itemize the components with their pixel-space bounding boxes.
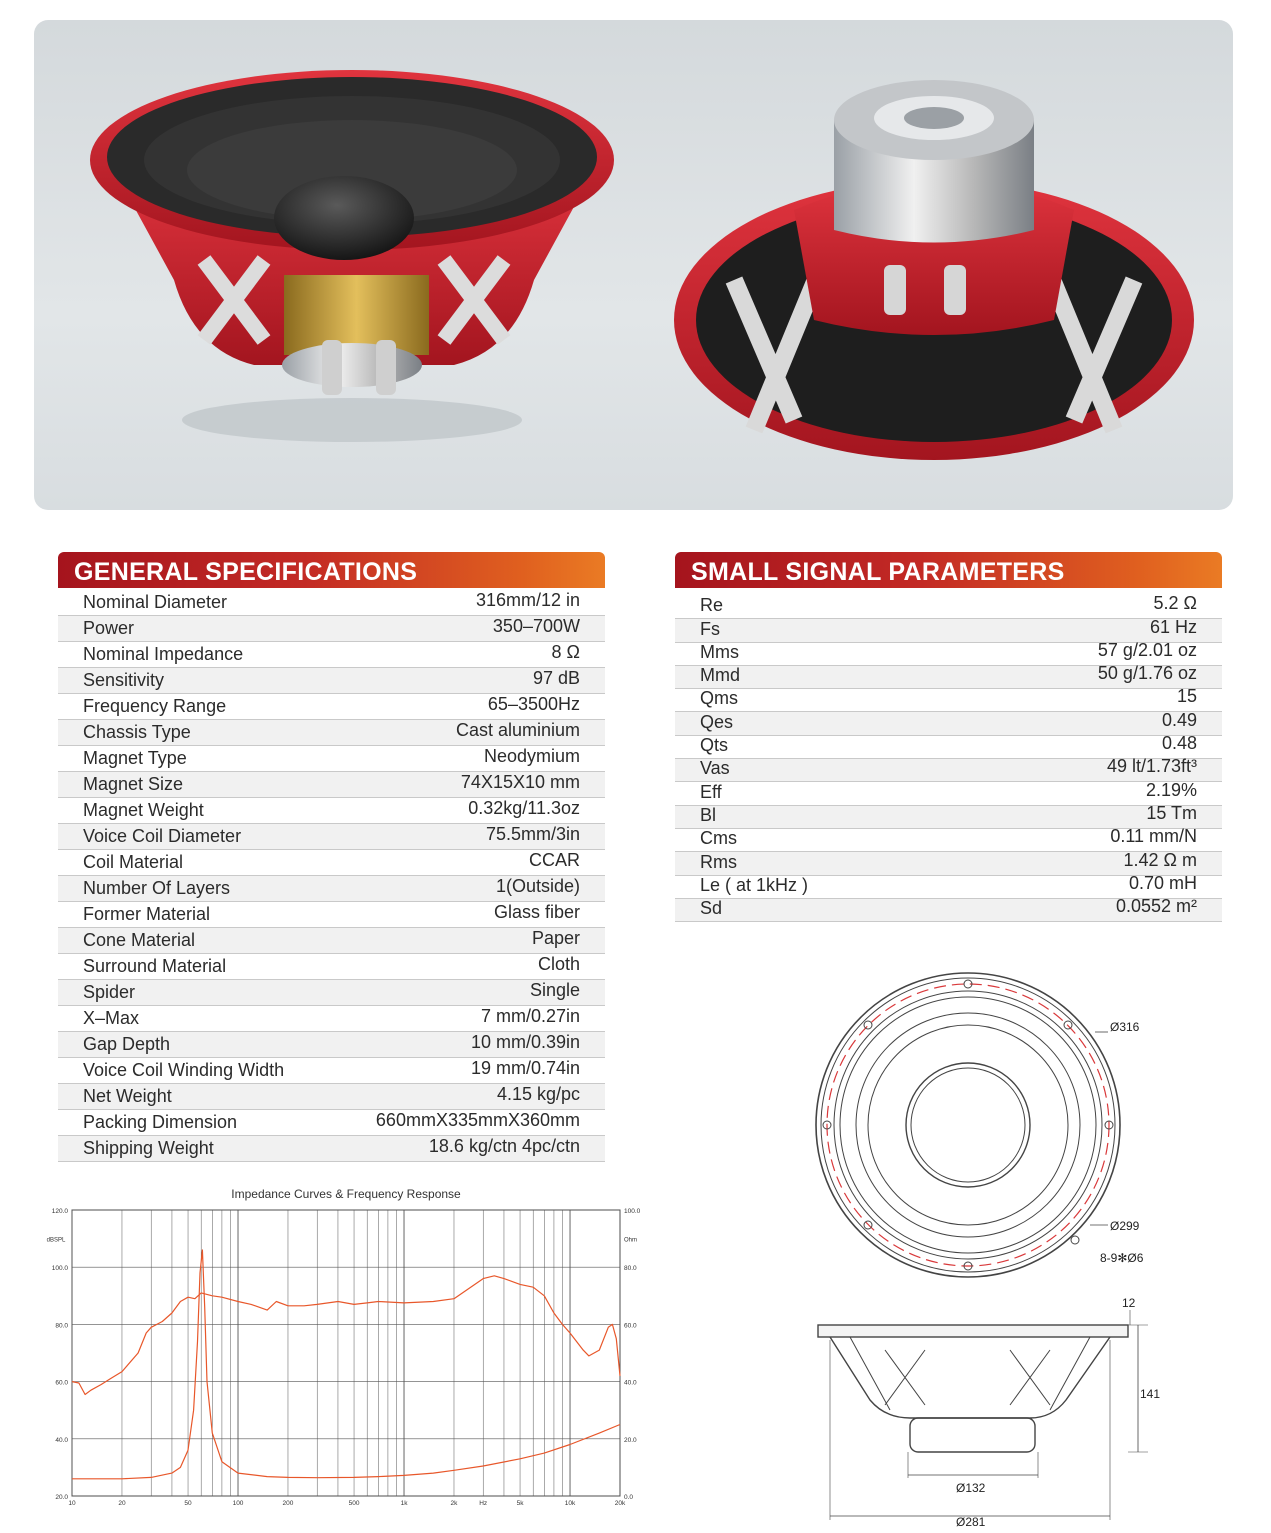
spec-row [58,616,605,642]
spec-row [58,746,605,772]
spec-label: Sensitivity [83,670,165,690]
y-tick-label-right: 100.0 [624,1208,641,1215]
x-tick-label: 20 [118,1500,126,1507]
spec-value: 5.2 Ω [1153,593,1197,614]
spec-value: 1(Outside) [495,876,580,896]
x-tick-label: 10k [564,1500,576,1507]
spec-value: 50 g/1.76 oz [1097,663,1197,684]
spec-row [58,1032,605,1058]
spec-label: Power [83,618,135,638]
spec-value: 15 [1176,686,1197,707]
spec-value: 75.5mm/3in [485,824,580,844]
spec-label: Re [700,595,724,616]
spec-row [58,590,605,616]
x-tick-label: 10 [68,1500,76,1507]
spec-label: Cone Material [83,930,196,950]
spec-row [58,798,605,824]
spec-value: Cast aluminium [455,720,580,740]
spec-value: Neodymium [483,746,580,766]
mounting-hole-icon [1071,1236,1079,1244]
spec-label: X–Max [83,1008,140,1028]
spec-label: Net Weight [83,1086,172,1106]
small-signal-header: SMALL SIGNAL PARAMETERS [675,552,1222,588]
spec-value: 0.11 mm/N [1110,826,1197,847]
spec-row [675,896,1222,922]
spec-label: Rms [700,851,737,872]
spec-row [58,1058,605,1084]
dim-bolt-circle-label: Ø299 [1110,1219,1140,1233]
y-tick-label-right: 20.0 [624,1436,637,1444]
spec-value: 660mmX335mmX360mm [375,1110,580,1130]
spec-row [675,686,1222,712]
x-tick-label: 20k [614,1500,626,1507]
y-tick-label-left: 120.0 [51,1208,68,1215]
spec-label: Magnet Type [83,748,187,768]
spec-label: Surround Material [83,956,227,976]
y-tick-label-left: 80.0 [55,1322,68,1330]
speaker-front-photo [90,70,614,442]
chart-title: Impedance Curves & Frequency Response [231,1187,461,1201]
spec-value: 7 mm/0.27in [480,1006,580,1026]
spec-value: 10 mm/0.39in [470,1032,580,1052]
spec-row [58,1084,605,1110]
y-tick-label-right: 0.0 [624,1494,634,1501]
spec-row [58,876,605,902]
speaker-rear-photo [674,80,1194,460]
spec-label: Chassis Type [83,722,191,742]
spec-label: Nominal Impedance [83,644,244,664]
spec-row [58,902,605,928]
drawing-top-view [816,973,1120,1277]
x-tick-label: 500 [348,1500,360,1507]
dim-flange-label: 12 [1122,1296,1136,1310]
spec-row [675,709,1222,735]
spec-label: Qts [700,735,729,756]
impedance-curve-line [72,1250,620,1479]
spec-row [58,954,605,980]
spec-label: Magnet Weight [83,800,204,820]
spec-value: 0.32kg/11.3oz [468,798,580,818]
y-tick-label-left: 40.0 [55,1436,68,1444]
dim-magnet-label: Ø132 [956,1481,986,1495]
spec-row [675,593,1222,619]
spec-row [58,824,605,850]
spec-value: 0.49 [1161,709,1197,730]
frequency-response-line [72,1276,620,1395]
spec-value: 316mm/12 in [475,590,580,610]
spec-value: 15 Tm [1146,802,1197,823]
spec-label: Fs [700,618,720,639]
dim-outer-label: Ø316 [1110,1020,1140,1034]
product-photo-banner [34,20,1233,510]
spec-label: Coil Material [83,852,184,872]
spec-label: Number Of Layers [83,878,231,898]
spec-label: Mms [700,641,739,662]
y-tick-label-right: 60.0 [624,1322,637,1330]
spec-value: Single [529,980,580,1000]
y-tick-label-right: 80.0 [624,1265,637,1273]
spec-value: 65–3500Hz [487,694,580,714]
spec-row [675,756,1222,782]
spec-label: Magnet Size [83,774,184,794]
spec-label: Gap Depth [83,1034,171,1054]
spec-label: Qes [700,711,734,732]
spec-label: Nominal Diameter [83,592,228,612]
spec-row [58,1136,605,1162]
spec-value: CCAR [528,850,580,870]
spec-value: 61 Hz [1149,616,1197,637]
spec-value: Cloth [537,954,580,974]
spec-row [58,772,605,798]
spec-value: 350–700W [492,616,580,636]
x-tick-label: 200 [282,1500,294,1507]
spec-value: 57 g/2.01 oz [1097,639,1197,660]
spec-value: 2.19% [1145,779,1197,800]
dim-baffle-label: Ø281 [956,1515,986,1529]
spec-label: Mmd [700,665,740,686]
spec-value: 1.42 Ω m [1123,849,1197,870]
spec-row [58,642,605,668]
spec-label: Packing Dimension [83,1112,238,1132]
spec-row [58,850,605,876]
spec-value: Glass fiber [493,902,580,922]
small-signal-table [675,593,1222,922]
x-tick-label: 1k [400,1500,408,1507]
x-tick-label: 100 [232,1500,244,1507]
x-tick-label: 2k [450,1500,458,1507]
y-axis-label-right: Ohm [624,1237,638,1244]
spec-row [58,720,605,746]
mounting-hole-icon [864,1021,872,1029]
spec-label: Vas [700,758,730,779]
dim-depth-label: 141 [1140,1387,1161,1401]
spec-label: Former Material [83,904,211,924]
x-tick-label: Hz [479,1500,488,1507]
spec-label: Frequency Range [83,696,227,716]
spec-label: Voice Coil Winding Width [83,1060,285,1080]
spec-value: 97 dB [532,668,580,688]
spec-value: 0.0552 m² [1115,896,1197,917]
spec-label: Voice Coil Diameter [83,826,242,846]
spec-label: Eff [700,781,722,802]
y-tick-label-left: 100.0 [51,1265,68,1273]
spec-row [58,1110,605,1136]
spec-value: Paper [531,928,580,948]
spec-row [58,694,605,720]
spec-value: 19 mm/0.74in [470,1058,580,1078]
y-tick-label-right: 40.0 [624,1379,637,1387]
y-tick-label-left: 20.0 [55,1494,68,1501]
spec-label: Shipping Weight [83,1138,214,1158]
spec-row [675,663,1222,689]
x-tick-label: 5k [516,1500,524,1507]
spec-label: Le ( at 1kHz ) [700,874,809,895]
chart-frame [72,1210,620,1496]
x-tick-label: 50 [184,1500,192,1507]
spec-value: 49 lt/1.73ft³ [1106,756,1197,777]
spec-value: 74X15X10 mm [460,772,580,792]
spec-label: Qms [700,688,738,709]
y-axis-label-left: dBSPL [46,1237,66,1244]
spec-value: 0.48 [1161,733,1197,754]
spec-row [675,779,1222,805]
spec-label: Bl [700,804,717,825]
spec-label: Sd [700,898,723,919]
y-tick-label-left: 60.0 [55,1379,68,1387]
spec-row [58,1006,605,1032]
general-specs-table [58,590,605,1162]
spec-value: 18.6 kg/ctn 4pc/ctn [428,1136,580,1156]
dim-holes-label: 8-9✻Ø6 [1100,1251,1144,1265]
general-specs-header: GENERAL SPECIFICATIONS [58,552,605,588]
spec-row [58,668,605,694]
spec-label: Cms [700,828,737,849]
spec-label: Spider [83,982,136,1002]
spec-value: 4.15 kg/pc [496,1084,580,1104]
spec-row [58,928,605,954]
spec-row [58,980,605,1006]
technical-drawing [790,960,1190,1528]
spec-value: 8 Ω [551,642,580,662]
spec-value: 0.70 mH [1128,872,1197,893]
impedance-frequency-chart [36,1180,641,1510]
